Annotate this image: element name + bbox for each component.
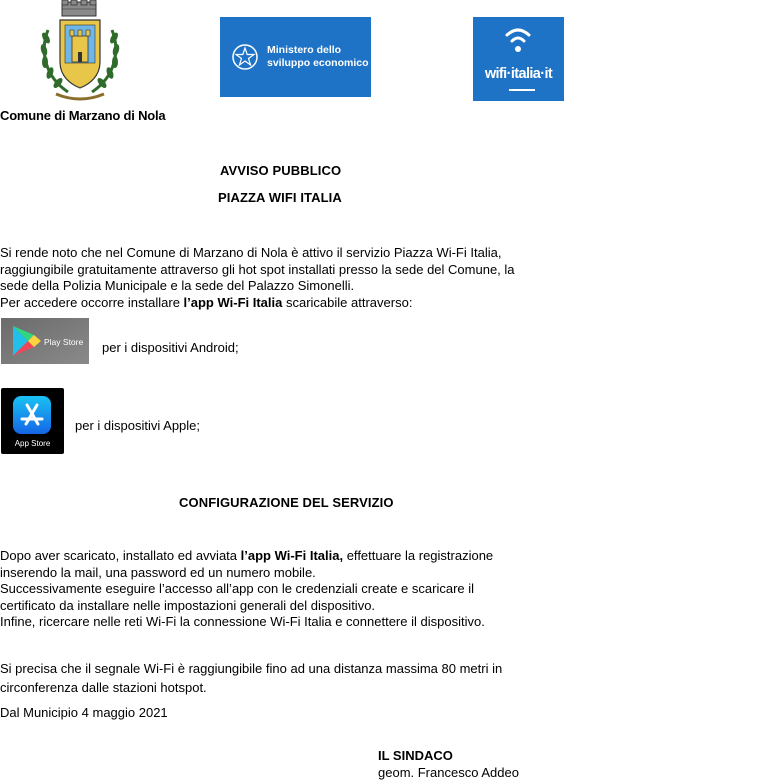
play-store-badge[interactable] <box>1 318 89 364</box>
ministry-logo-line1: Ministero dello <box>267 44 342 56</box>
notice-title: AVVISO PUBBLICO <box>220 163 342 178</box>
municipality-name: Comune di Marzano di Nola <box>0 108 166 123</box>
config-line: inserendo la mail, una password ed un numero mobile. <box>0 564 316 580</box>
intro-line: raggiungibile gratuitamente attraverso gli hot spot installati presso la sede del Comune, la <box>0 261 515 277</box>
play-store-badge-label: Play Store <box>44 337 84 347</box>
ministry-logo <box>220 17 371 97</box>
app-store-icon <box>13 396 51 434</box>
signature-title: IL SINDACO <box>378 748 453 763</box>
app-store-badge-label: App Store <box>14 439 51 448</box>
intro-line: sede della Polizia Municipale e la sede del Palazzo Simonelli. <box>0 278 355 293</box>
star-emblem-icon <box>231 43 259 71</box>
config-line: Successivamente eseguire l’accesso all’app con le credenziali create e scaricare il <box>0 581 475 596</box>
app-name: l’app Wi-Fi Italia, <box>240 548 344 563</box>
signature-name: geom. Francesco Addeo <box>378 765 519 780</box>
range-line: circonferenza dalle stazioni hotspot. <box>0 680 207 695</box>
apple-text: per i dispositivi Apple; <box>75 418 201 433</box>
config-heading: CONFIGURAZIONE DEL SERVIZIO <box>179 495 394 510</box>
intro-paragraph <box>0 245 572 311</box>
intro-line: Si rende noto che nel Comune di Marzano di Nola è attivo il servizio Piazza Wi-Fi Italia, <box>0 245 502 260</box>
wordmark-underline <box>509 89 535 91</box>
wifi-signal-icon <box>503 25 533 57</box>
access-instruction: Per accedere occorre installare l’app Wi-Fi Italia scaricabile attraverso: <box>0 294 413 310</box>
config-paragraph <box>0 548 572 631</box>
android-text: per i dispositivi Android; <box>102 340 239 355</box>
config-line: Dopo aver scaricato, installato ed avviata l’app Wi-Fi Italia, effettuare la registrazione <box>0 548 494 563</box>
wifi-italia-logo <box>473 17 564 101</box>
app-name: l’app Wi-Fi Italia <box>183 294 283 310</box>
range-paragraph <box>0 659 572 697</box>
ministry-logo-line2: sviluppo economico <box>267 57 369 69</box>
app-store-badge[interactable] <box>1 388 64 454</box>
config-line: certificato da installare nelle impostazioni generali del dispositivo. <box>0 597 376 613</box>
notice-subtitle: PIAZZA WIFI ITALIA <box>218 190 342 205</box>
config-line: Infine, ricercare nelle reti Wi-Fi la connessione Wi-Fi Italia e connettere il dispositivo. <box>0 614 485 629</box>
range-line: Si precisa che il segnale Wi-Fi è raggiungibile fino ad una distanza massima 80 metri in <box>0 661 503 676</box>
municipal-crest-logo <box>38 0 122 108</box>
date-line: Dal Municipio 4 maggio 2021 <box>0 705 168 720</box>
wifi-italia-wordmark: wifi·italia·it <box>484 66 553 82</box>
